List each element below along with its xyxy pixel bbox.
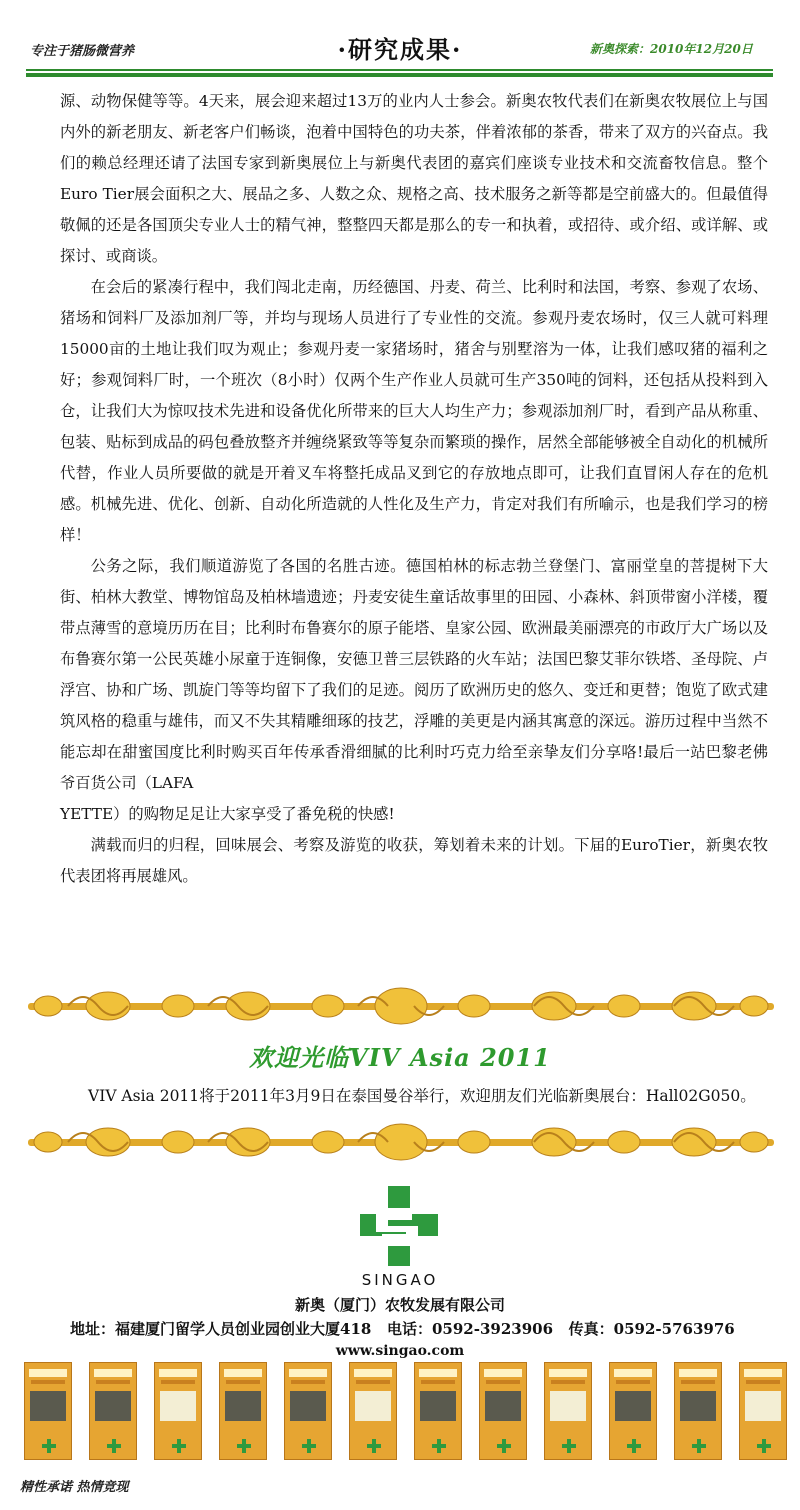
paragraph-sightseeing-end: YETTE）的购物足足让大家享受了番免税的快感!: [60, 805, 395, 823]
singao-logo-icon: [237, 1439, 251, 1453]
singao-logo-icon: [367, 1439, 381, 1453]
issue-date: 新奥探索：2010年12月20日: [590, 42, 753, 56]
package-label-band: [679, 1369, 717, 1377]
package-label-band: [289, 1369, 327, 1377]
company-name: 新奥（厦门）农牧发展有限公司: [294, 1296, 505, 1314]
package-label-band: [29, 1369, 67, 1377]
product-package-image: [414, 1362, 462, 1460]
package-sub-band: [551, 1380, 585, 1384]
header-rule-thick: [26, 73, 773, 77]
package-sub-band: [226, 1380, 260, 1384]
footer-slogan: 精性承诺 热情竞现: [20, 1480, 129, 1495]
singao-logo-icon: [348, 1186, 454, 1266]
package-sub-band: [616, 1380, 650, 1384]
section-title: ·研究成果·: [337, 35, 463, 64]
package-label-band: [614, 1369, 652, 1377]
header-slogan: 专注于猪肠微营养: [30, 44, 135, 59]
package-photo: [550, 1391, 586, 1421]
product-package-image: [219, 1362, 267, 1460]
package-sub-band: [421, 1380, 455, 1384]
package-photo: [745, 1391, 781, 1421]
singao-logo-icon: [432, 1439, 446, 1453]
paragraph-exhibition: 源、动物保健等等。4天来，展会迎来超过13万的业内人士参会。新奥农牧代表们在新奥农牧展位上与国内外的新老朋友、新老客户们畅谈，泡着中国特色的功夫茶，伴着浓郁的茶香，带来了双方的兴奋点。我们的赖总经理还请了法国专家到新奥展位上与新奥代表团的嘉宾们座谈专业技术和交流畜牧信息。整个Euro Tier展会面积之大、展品之多、人数之众、规格之高、技术服务之新等都是空前盛大的。但最值得敬佩的还是各国顶尖专业人士的精气神，整整四天都是那么的专一和执着，或招待、或介绍、或详解、或探讨、或商谈。: [60, 92, 768, 265]
singao-logo-icon: [42, 1439, 56, 1453]
package-photo: [615, 1391, 651, 1421]
singao-logo-icon: [172, 1439, 186, 1453]
package-photo: [225, 1391, 261, 1421]
event-title: 欢迎光临VIV Asia 2011: [249, 1043, 551, 1072]
article-body: [60, 86, 768, 892]
singao-logo-icon: [627, 1439, 641, 1453]
product-package-image: [479, 1362, 527, 1460]
package-label-band: [224, 1369, 262, 1377]
singao-logo-icon: [107, 1439, 121, 1453]
package-photo: [30, 1391, 66, 1421]
package-label-band: [549, 1369, 587, 1377]
package-label-band: [159, 1369, 197, 1377]
paragraph-closing: 满载而归的归程，回味展会、考察及游览的收获，筹划着未来的计划。下届的EuroTier，新奥农牧代表团将再展雄风。: [60, 836, 768, 885]
product-package-image: [674, 1362, 722, 1460]
package-photo: [420, 1391, 456, 1421]
company-website[interactable]: www.singao.com: [335, 1343, 465, 1359]
product-strip: [20, 1362, 780, 1460]
package-sub-band: [681, 1380, 715, 1384]
singao-logo-icon: [692, 1439, 706, 1453]
singao-logo-icon: [562, 1439, 576, 1453]
package-photo: [160, 1391, 196, 1421]
package-sub-band: [746, 1380, 780, 1384]
package-sub-band: [486, 1380, 520, 1384]
page-header: [0, 0, 800, 80]
event-announcement: VIV Asia 2011将于2011年3月9日在泰国曼谷举行，欢迎朋友们光临新奥展台：Hall02G050。: [88, 1087, 756, 1105]
package-sub-band: [291, 1380, 325, 1384]
brand-name: SINGAO: [361, 1271, 439, 1289]
product-package-image: [609, 1362, 657, 1460]
company-contact: 地址：福建厦门留学人员创业园创业大厦418 电话：0592-3923906 传真：0592-5763976: [70, 1320, 735, 1338]
singao-logo-icon: [497, 1439, 511, 1453]
package-sub-band: [356, 1380, 390, 1384]
package-sub-band: [161, 1380, 195, 1384]
package-photo: [485, 1391, 521, 1421]
package-label-band: [419, 1369, 457, 1377]
product-package-image: [739, 1362, 787, 1460]
package-label-band: [484, 1369, 522, 1377]
singao-logo-icon: [757, 1439, 771, 1453]
package-photo: [355, 1391, 391, 1421]
gold-scroll-ornament-icon: [28, 984, 774, 1028]
gold-scroll-ornament-icon: [28, 1120, 774, 1164]
package-photo: [95, 1391, 131, 1421]
package-sub-band: [96, 1380, 130, 1384]
package-label-band: [354, 1369, 392, 1377]
package-sub-band: [31, 1380, 65, 1384]
product-package-image: [349, 1362, 397, 1460]
product-package-image: [284, 1362, 332, 1460]
paragraph-sightseeing: 公务之际，我们顺道游览了各国的名胜古迹。德国柏林的标志勃兰登堡门、富丽堂皇的菩提树下大街、柏林大教堂、博物馆岛及柏林墙遗迹；丹麦安徒生童话故事里的田园、小森林、斜顶带窗小洋楼，覆带点薄雪的意境历历在目；比利时布鲁赛尔的原子能塔、皇家公园、欧洲最美丽漂亮的市政厅大广场以及布鲁赛尔第一公民英雄小尿童于连铜像，安德卫普三层铁路的火车站；法国巴黎艾菲尔铁塔、圣母院、卢浮宫、协和广场、凯旋门等等均留下了我们的足迹。阅历了欧洲历史的悠久、变迁和更替；饱览了欧式建筑风格的稳重与雄伟，而又不失其精雕细琢的技艺，浮雕的美更是内涵其寓意的深远。游历过程中当然不能忘却在甜蜜国度比利时购买百年传承香滑细腻的比利时巧克力给至亲挚友们分享咯!最后一站巴黎老佛爷百货公司（LAFA: [60, 557, 768, 792]
product-package-image: [154, 1362, 202, 1460]
product-package-image: [89, 1362, 137, 1460]
package-photo: [290, 1391, 326, 1421]
paragraph-tour: 在会后的紧凑行程中，我们闯北走南，历经德国、丹麦、荷兰、比利时和法国，考察、参观了农场、猪场和饲料厂及添加剂厂等，并均与现场人员进行了专业性的交流。参观丹麦农场时，仅三人就可料理15000亩的土地让我们叹为观止；参观丹麦一家猪场时，猪舍与别墅溶为一体，让我们感叹猪的福利之好；参观饲料厂时，一个班次（8小时）仅两个生产作业人员就可生产350吨的饲料，还包括从投料到入仓，让我们大为惊叹技术先进和设备优化所带来的巨大人均生产力；参观添加剂厂时，看到产品从称重、包装、贴标到成品的码包叠放整齐并缠绕紧致等等复杂而繁琐的操作，居然全部能够被全自动化的机械所代替，作业人员所要做的就是开着叉车将整托成品叉到它的存放地点即可，让我们直冒闲人存在的危机感。机械先进、优化、创新、自动化所造就的人性化及生产力，肯定对我们有所喻示，也是我们学习的榜样！: [60, 278, 768, 544]
package-label-band: [744, 1369, 782, 1377]
package-photo: [680, 1391, 716, 1421]
product-package-image: [24, 1362, 72, 1460]
singao-logo-icon: [302, 1439, 316, 1453]
product-package-image: [544, 1362, 592, 1460]
package-label-band: [94, 1369, 132, 1377]
header-rule-thin: [26, 69, 773, 71]
